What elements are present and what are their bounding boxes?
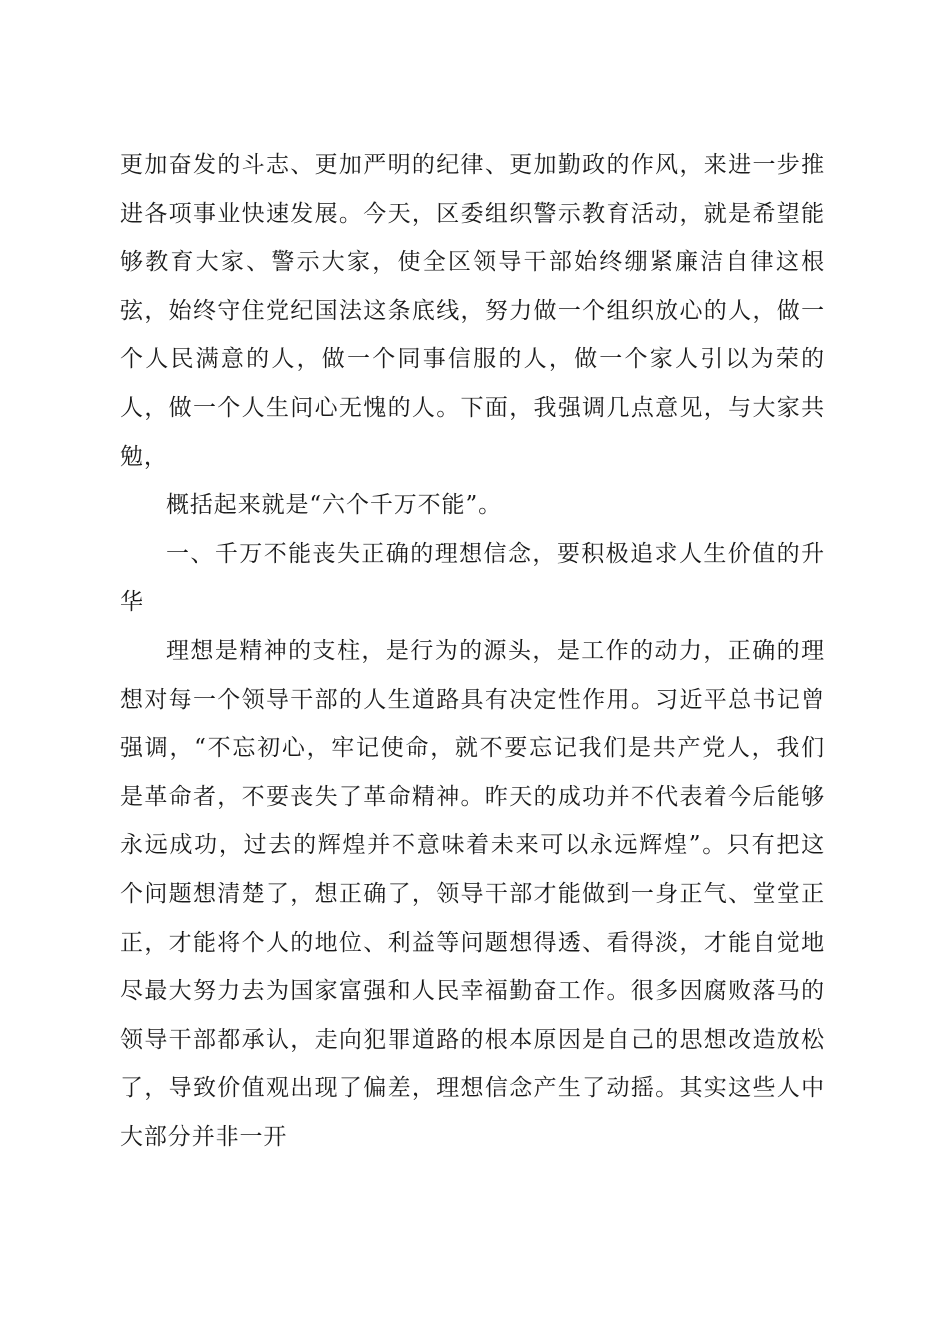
paragraph-continuation: 更加奋发的斗志、更加严明的纪律、更加勤政的作风，来进一步推进各项事业快速发展。今天，区委组织警示教育活动，就是希望能够教育大家、警示大家，使全区领导干部始终绷紧廉洁自律这根弦，始终守住党纪国法这条底线，努力做一个组织放心的人，做一个人民满意的人，做一个同事信服的人，做一个家人引以为荣的人，做一个人生问心无愧的人。下面，我强调几点意见，与大家共勉， — [120, 152, 825, 470]
paragraph-summary: 概括起来就是“六个千万不能”。 — [166, 492, 503, 519]
document-body — [120, 141, 825, 1161]
paragraph-section-1-body: 理想是精神的支柱，是行为的源头，是工作的动力，正确的理想对每一个领导干部的人生道路具有决定性作用。习近平总书记曾强调，“不忘初心，牢记使命，就不要忘记我们是共产党人，我们是革命者，不要丧失了革命精神。昨天的成功并不代表着今后能够永远成功，过去的辉煌并不意味着未来可以永远辉煌”。只有把这个问题想清楚了，想正确了，领导干部才能做到一身正气、堂堂正正，才能将个人的地位、利益等问题想得透、看得淡，才能自觉地尽最大努力去为国家富强和人民幸福勤奋工作。很多因腐败落马的领导干部都承认，走向犯罪道路的根本原因是自己的思想改造放松了，导致价值观出现了偏差，理想信念产生了动摇。其实这些人中大部分并非一开 — [120, 637, 825, 1150]
section-heading-1: 一、千万不能丧失正确的理想信念，要积极追求人生价值的升华 — [120, 540, 825, 616]
